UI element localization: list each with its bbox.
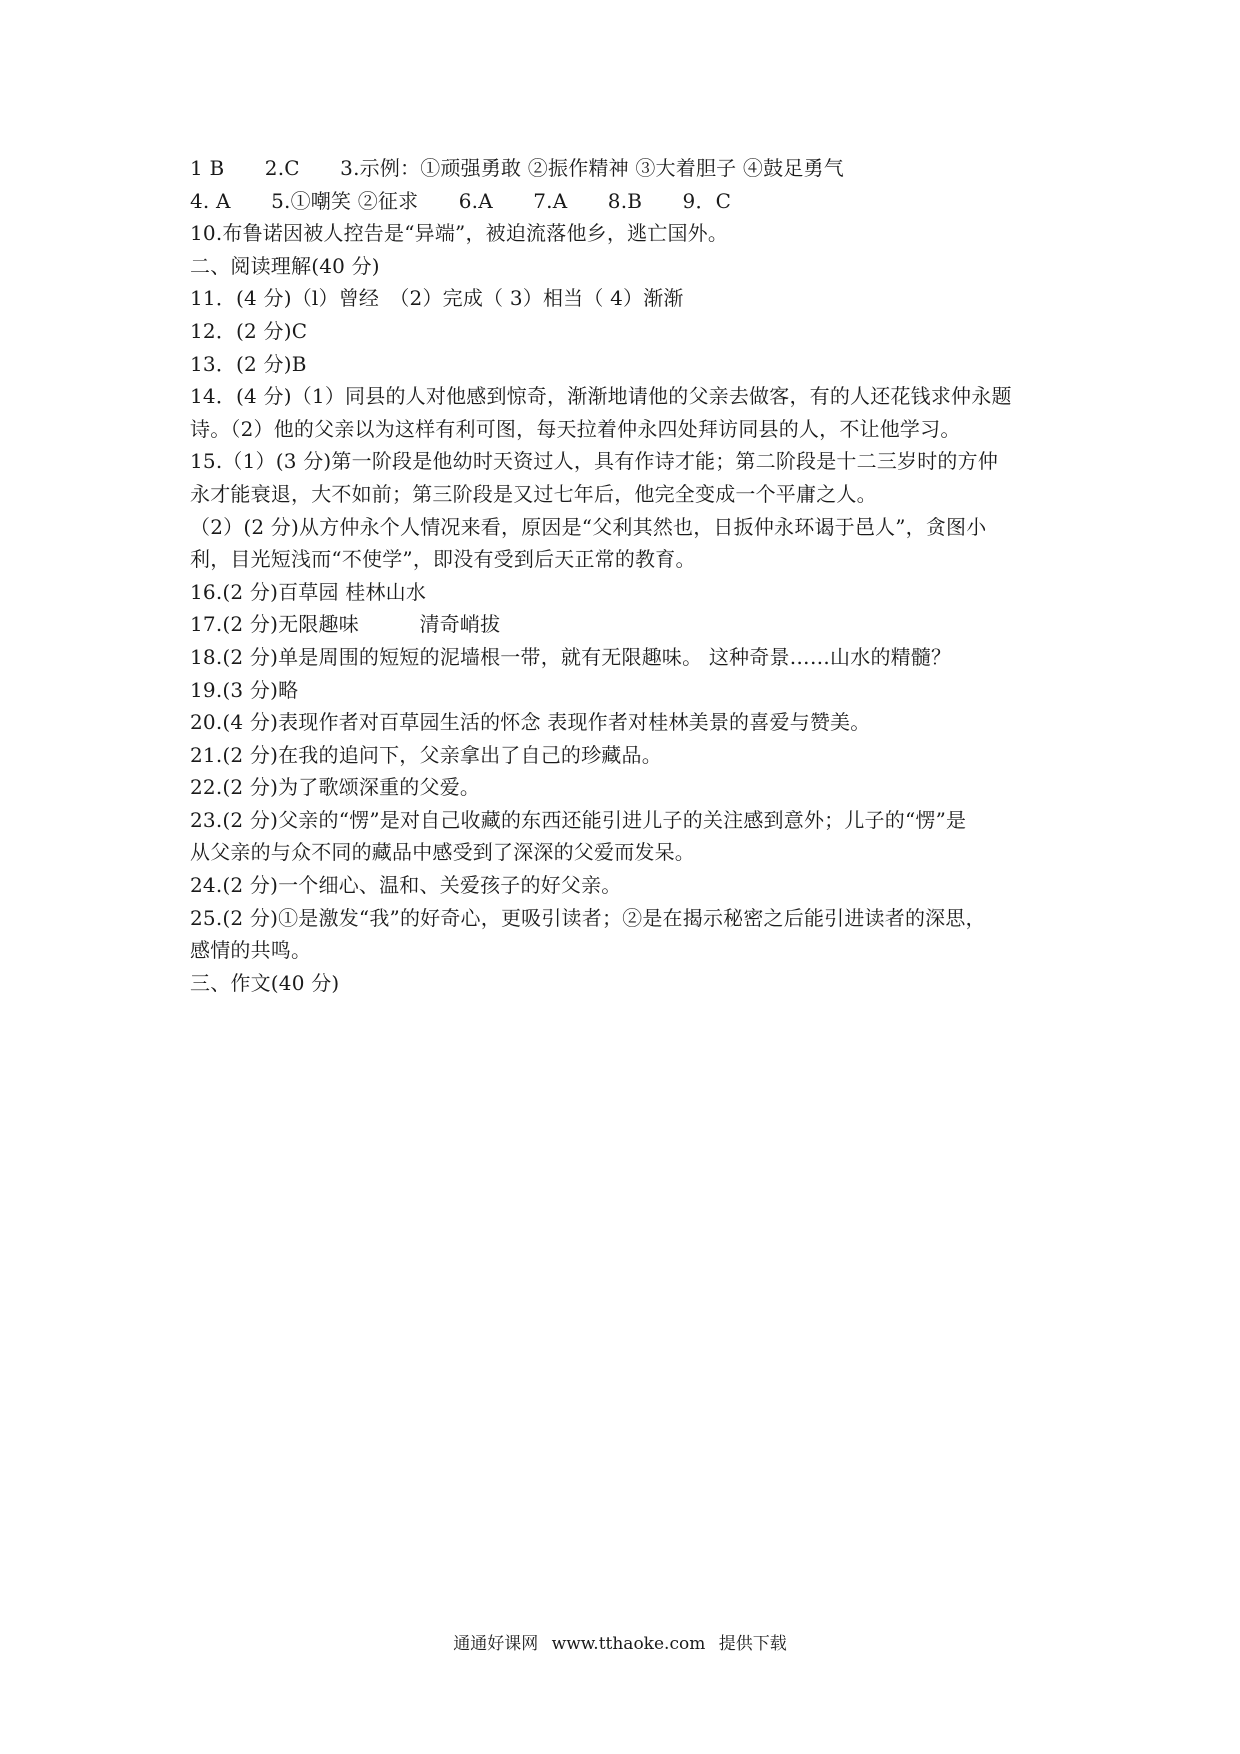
- answer-line-15d: 利，目光短浅而“不使学”，即没有受到后天正常的教育。: [190, 547, 696, 572]
- answer-line-1: 1 B 2.C 3.示例：①顽强勇敢 ②振作精神 ③大着胆子 ④鼓足勇气: [190, 156, 844, 180]
- answer-line-14b: 诗。（2）他的父亲以为这样有利可图，每天拉着仲永四处拜访同县的人，不让他学习。: [190, 416, 961, 441]
- answer-line-15b: 永才能衰退，大不如前；第三阶段是又过七年后，他完全变成一个平庸之人。: [190, 481, 877, 506]
- section-heading-reading: 二、阅读理解(40 分): [190, 253, 380, 278]
- answer-line-22: 22.(2 分)为了歌颂深重的父爱。: [190, 775, 481, 800]
- answer-line-11: 11．(4 分)（l）曾经 （2）完成（ 3）相当（ 4）渐渐: [190, 286, 684, 311]
- answer-line-19: 19.(3 分)略: [190, 677, 299, 702]
- answer-line-16: 16.(2 分)百草园 桂林山水: [190, 579, 427, 604]
- answer-line-18: 18.(2 分)单是周围的短短的泥墙根一带，就有无限趣味。 这种奇景……山水的精髓？: [190, 644, 952, 669]
- footer-note: 提供下载: [718, 1634, 787, 1654]
- answer-key-body: [190, 152, 1070, 999]
- footer-site-name: 通通好课网: [453, 1634, 539, 1654]
- answer-line-20: 20.(4 分)表现作者对百草园生活的怀念 表现作者对桂林美景的喜爱与赞美。: [190, 710, 871, 735]
- answer-line-24: 24.(2 分)一个细心、温和、关爱孩子的好父亲。: [190, 873, 622, 898]
- answer-line-13: 13．(2 分)B: [190, 351, 307, 376]
- answer-line-15a: 15.（1）(3 分)第一阶段是他幼时天资过人，具有作诗才能；第二阶段是十二三岁时的方仲: [190, 449, 999, 474]
- page-footer: [0, 1632, 1240, 1656]
- answer-line-23a: 23.(2 分)父亲的“愣”是对自己收藏的东西还能引进儿子的关注感到意外；儿子的“愣”是: [190, 807, 967, 832]
- answer-line-25a: 25.(2 分)①是激发“我”的好奇心，更吸引读者；②是在揭示秘密之后能引进读者的深思，: [190, 905, 986, 930]
- answer-line-21: 21.(2 分)在我的追问下，父亲拿出了自己的珍藏品。: [190, 742, 662, 767]
- answer-line-25b: 感情的共鸣。: [190, 938, 312, 963]
- answer-line-17: 17.(2 分)无限趣味 清奇峭拔: [190, 612, 501, 637]
- answer-line-2: 4. A 5.①嘲笑 ②征求 6.A 7.A 8.B 9．C: [190, 188, 732, 213]
- section-heading-composition: 三、作文(40 分): [190, 970, 340, 995]
- footer-url[interactable]: www.tthaoke.com: [551, 1634, 706, 1654]
- answer-line-15c: （2）(2 分)从方仲永个人情况来看，原因是“父利其然也，日扳仲永环谒于邑人”，贪图小: [190, 514, 987, 539]
- answer-line-23b: 从父亲的与众不同的藏品中感受到了深深的父爱而发呆。: [190, 840, 695, 865]
- answer-line-3: 10.布鲁诺因被人控告是“异端”，被迫流落他乡，逃亡国外。: [190, 221, 729, 246]
- answer-line-14a: 14．(4 分)（1）同县的人对他感到惊奇，渐渐地请他的父亲去做客，有的人还花钱求仲永题: [190, 384, 1012, 409]
- answer-line-12: 12．(2 分)C: [190, 318, 308, 343]
